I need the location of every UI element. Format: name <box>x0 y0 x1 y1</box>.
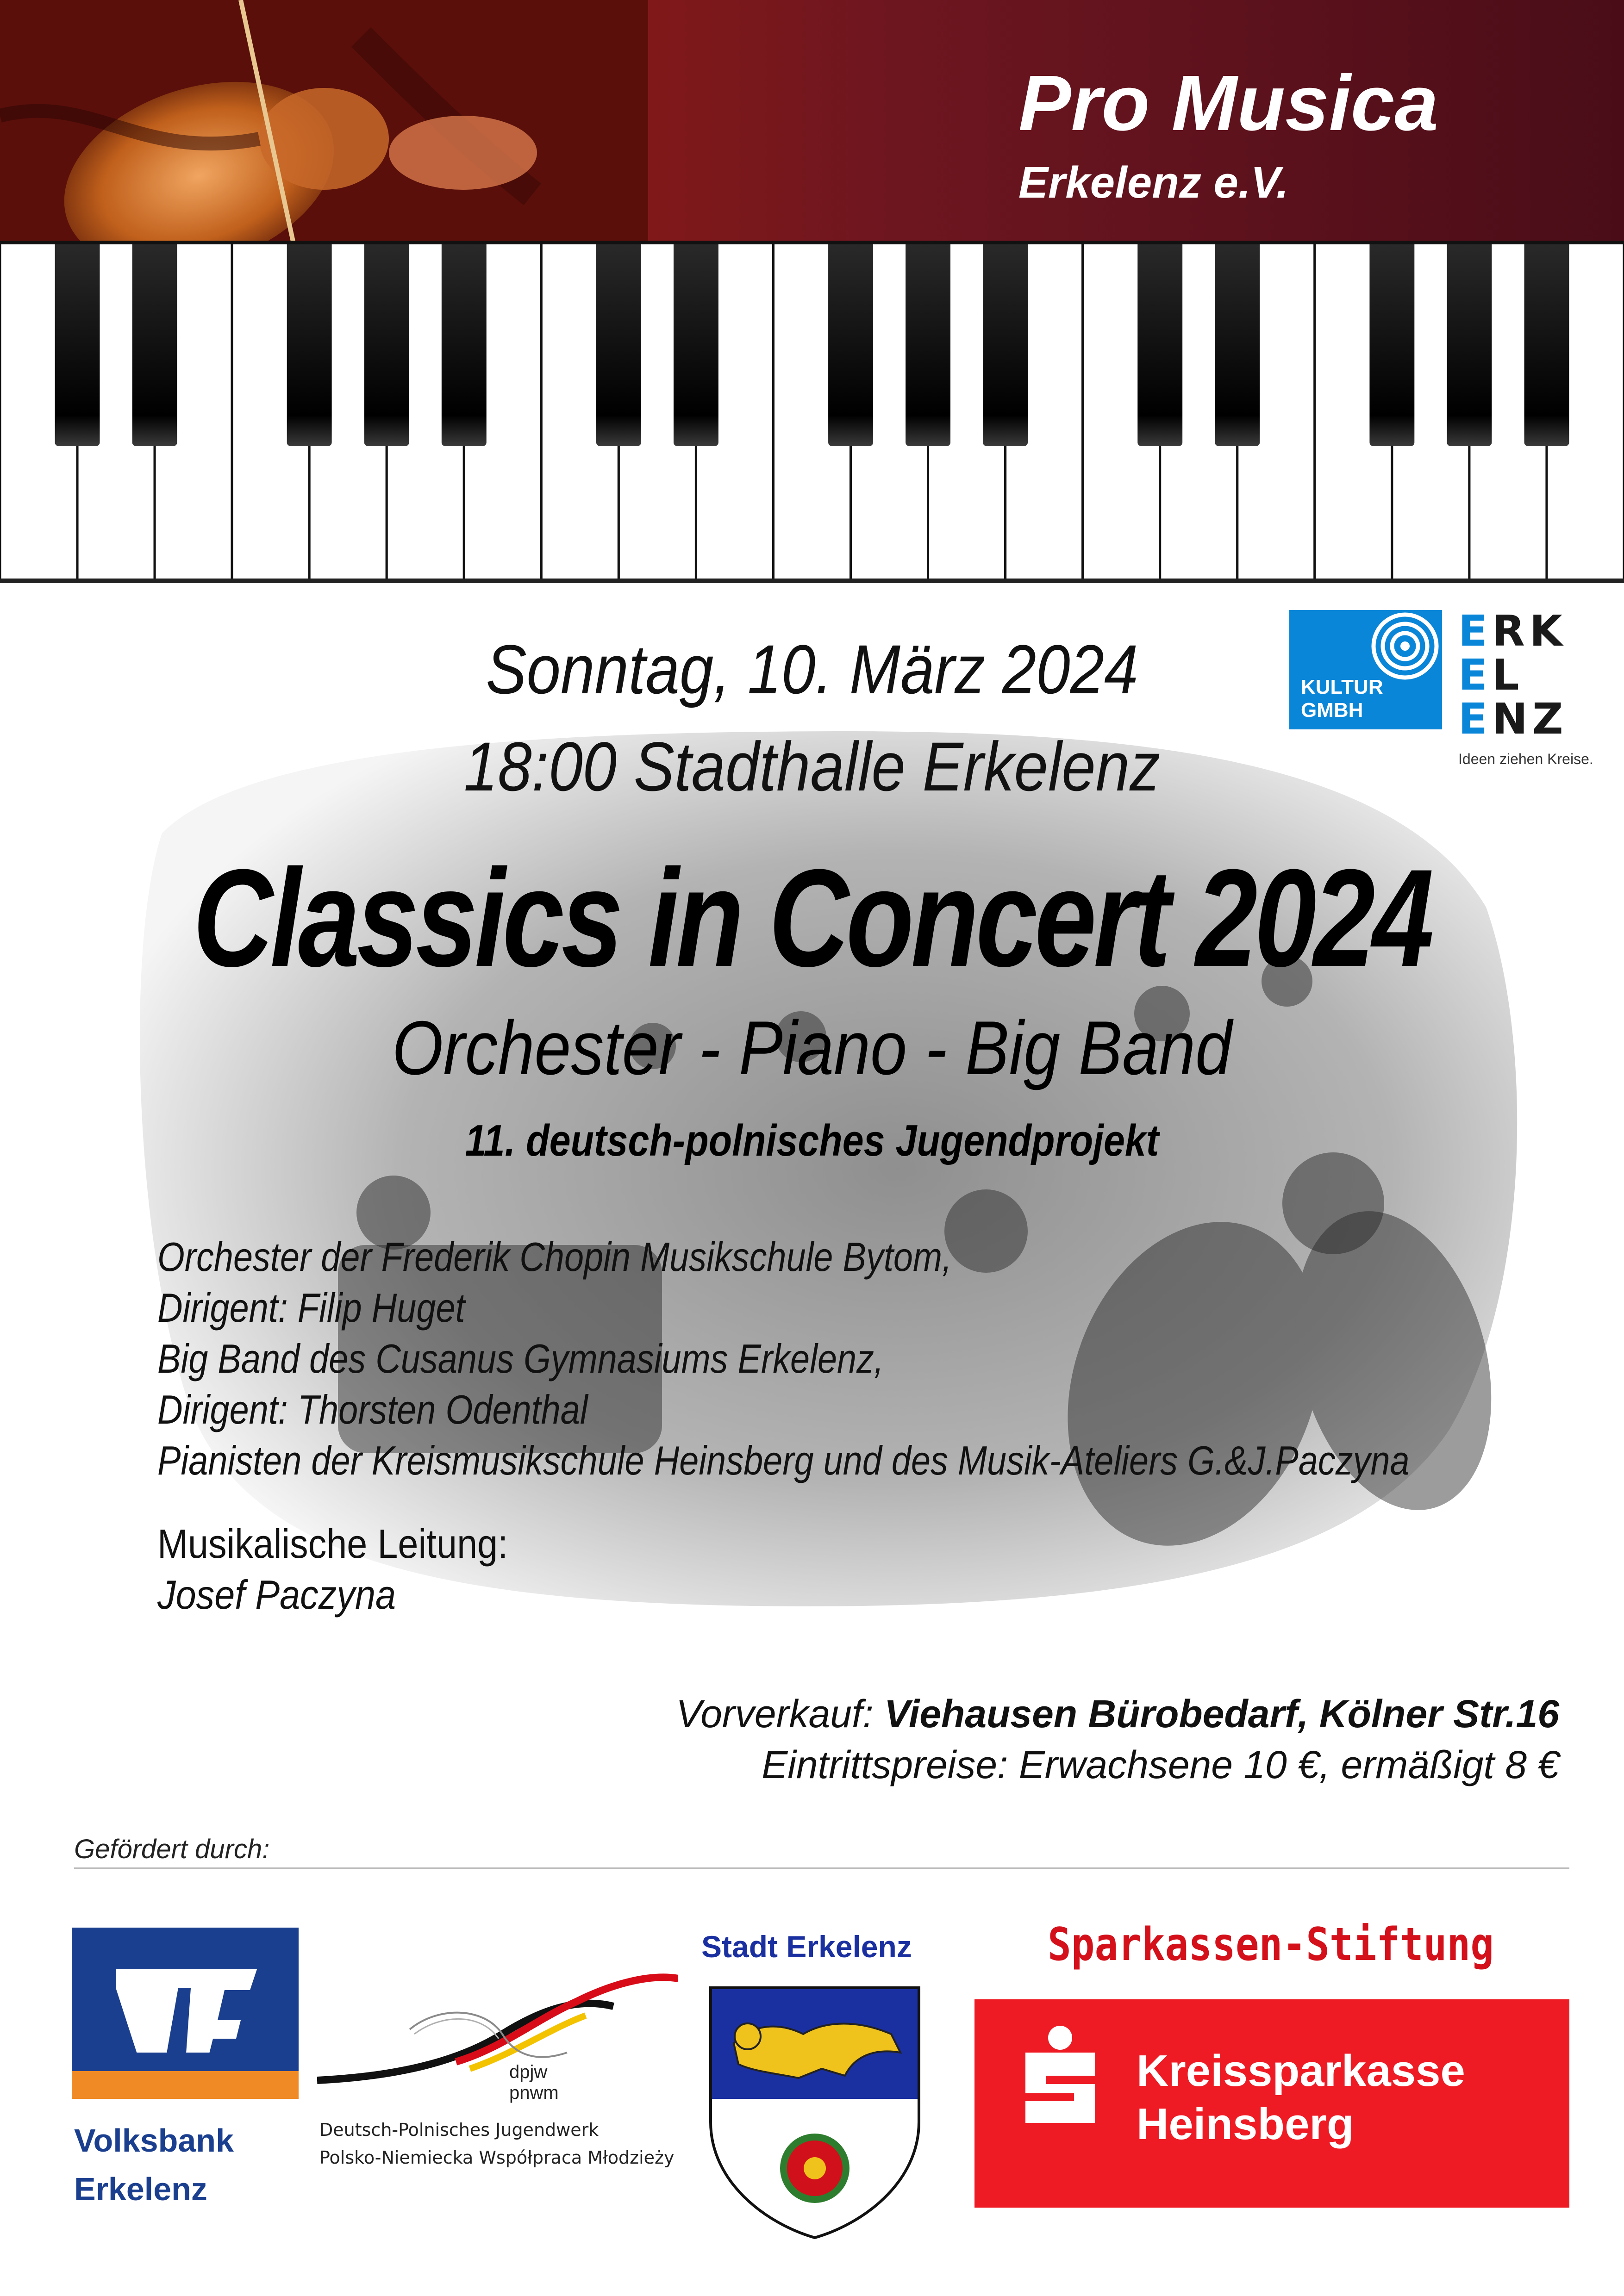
dpjw-abbr: dpjw <box>509 2062 548 2082</box>
black-key <box>1447 241 1492 446</box>
gmbh-line: GMBH <box>1301 699 1363 722</box>
event-project: 11. deutsch-polnisches Jugendprojekt <box>465 1116 1159 1165</box>
performer-line: Orchester der Frederik Chopin Musikschule Bytom, <box>157 1234 952 1280</box>
volksbank-logo-icon <box>72 1928 299 2099</box>
performer-line: Big Band des Cusanus Gymnasiums Erkelenz, <box>157 1336 884 1381</box>
sparkasse-region: Heinsberg <box>1137 2099 1354 2149</box>
leadership-name: Josef Paczyna <box>157 1572 396 1618</box>
city-label: Stadt Erkelenz <box>701 1929 912 1964</box>
black-key <box>828 241 873 446</box>
event-program: Orchester - Piano - Big Band <box>392 1005 1232 1090</box>
dpjw-name-polish: Polsko-Niemiecka Współpraca Młodzieży <box>319 2147 675 2168</box>
sparkasse-name: Kreissparkasse <box>1137 2046 1465 2096</box>
black-key <box>364 241 409 446</box>
black-key <box>1369 241 1414 446</box>
black-key <box>442 241 487 446</box>
erk-rest: L <box>1492 650 1524 700</box>
leadership-label: Musikalische Leitung: <box>157 1521 508 1567</box>
sparkasse-foundation-title: Sparkassen-Stiftung <box>1047 1918 1494 1971</box>
erk-first-letter: E <box>1458 606 1492 656</box>
brand-subtitle: Erkelenz e.V. <box>1018 158 1289 207</box>
black-key <box>674 241 718 446</box>
dpjw-flag-swoosh-icon <box>317 1965 678 2090</box>
event-time-venue: 18:00 Stadthalle Erkelenz <box>463 728 1161 805</box>
erk-rest: RK <box>1492 606 1567 656</box>
piano-keyboard <box>0 241 1624 583</box>
black-key <box>906 241 950 446</box>
sparkasse-s-icon <box>1021 2025 1099 2124</box>
dpjw-name-german: Deutsch-Polnisches Jugendwerk <box>319 2120 599 2140</box>
brand-title: Pro Musica <box>1018 59 1438 147</box>
volksbank-city: Erkelenz <box>74 2171 207 2207</box>
event-title: Classics in Concert 2024 <box>193 840 1431 996</box>
pnwm-abbr: pnwm <box>509 2083 559 2103</box>
presale-label: Vorverkauf: <box>676 1692 885 1736</box>
black-key <box>596 241 641 446</box>
ticket-prices: Eintrittspreise: Erwachsene 10 €, ermäßigt 8 € <box>762 1743 1559 1786</box>
black-key <box>1215 241 1260 446</box>
sponsor-divider <box>74 1867 1569 1869</box>
violin-illustration <box>0 0 648 278</box>
black-key <box>1524 241 1569 446</box>
erk-rest: NZ <box>1492 694 1568 744</box>
kultur-line: KULTUR <box>1301 676 1383 698</box>
black-key <box>287 241 332 446</box>
sponsor-label: Gefördert durch: <box>74 1834 270 1864</box>
erkelenz-crest-icon <box>706 1983 924 2242</box>
black-key <box>1137 241 1182 446</box>
black-key <box>55 241 100 446</box>
erk-first-letter: E <box>1458 694 1492 744</box>
black-key <box>983 241 1028 446</box>
performer-line: Dirigent: Thorsten Odenthal <box>157 1387 588 1432</box>
presale-location: Viehausen Bürobedarf, Kölner Str.16 <box>884 1692 1559 1736</box>
event-date: Sonntag, 10. März 2024 <box>486 630 1138 708</box>
performer-line: Pianisten der Kreismusikschule Heinsberg und des Musik-Ateliers G.&J.Paczyna <box>157 1437 1410 1483</box>
presale-info <box>676 1692 1559 1736</box>
black-key <box>132 241 177 446</box>
performer-line: Dirigent: Filip Huget <box>157 1285 465 1331</box>
volksbank-name: Volksbank <box>74 2122 234 2159</box>
erkelenz-slogan: Ideen ziehen Kreise. <box>1458 751 1593 767</box>
erk-first-letter: E <box>1458 650 1492 700</box>
